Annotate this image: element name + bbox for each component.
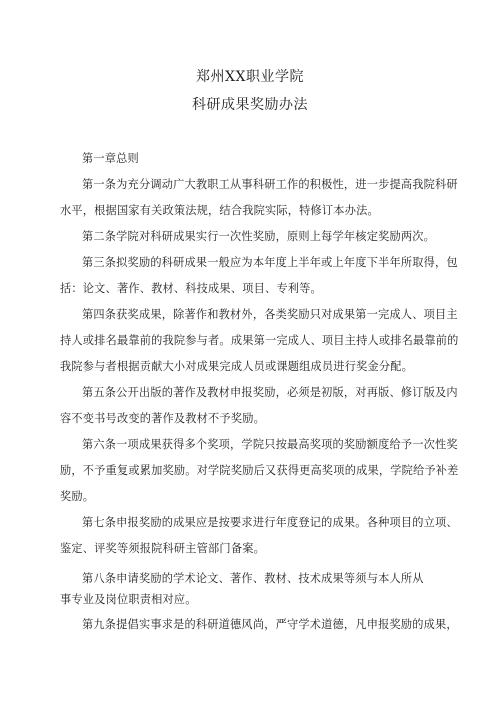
article-line: 容不变书号改变的著作及教材不予奖励。 — [60, 412, 265, 425]
article-line: 第七条申报奖励的成果应是按要求进行年度登记的成果。各种项目的立项、 — [82, 516, 458, 529]
article-1 — [60, 172, 458, 224]
document-subtitle: 科研成果奖励办法 — [192, 97, 308, 113]
article-line: 励，不予重复或累加奖励。对学院奖励后又获得更高奖项的成果，学院给予补差 — [60, 464, 459, 477]
article-line: 鉴定、评奖等须报院科研主管部门备案。 — [60, 542, 265, 555]
article-line: 事专业及岗位职责相对应。 — [60, 593, 197, 606]
article-line: 第四条获奖成果，除著作和教材外，各类奖励只对成果第一完成人、项目主 — [82, 308, 458, 321]
article-line: 第二条学院对科研成果实行一次性奖励，原则上每学年核定奖励两次。 — [82, 230, 436, 243]
article-line: 括：论文、著作、教材、科技成果、项目、专利等。 — [60, 282, 322, 295]
article-line: 第八条申请奖励的学术论文、著作、教材、技术成果等须与本人所从 — [82, 572, 424, 585]
article-9 — [60, 612, 458, 638]
article-3 — [60, 250, 458, 302]
article-line: 我院参与者根据贡献大小对成果完成人员或课题组成员进行奖金分配。 — [60, 360, 414, 373]
article-6 — [60, 432, 459, 510]
article-line: 第五条公开出版的著作及教材申报奖励，必须是初版，对再版、修订版及内 — [82, 386, 458, 399]
document-title: 郑州XX职业学院 — [196, 69, 304, 85]
chapter-heading — [60, 146, 448, 172]
article-line: 持人或排名最靠前的我院参与者。成果第一完成人、项目主持人或排名最靠前的 — [60, 334, 459, 347]
article-line: 第九条提倡实事求是的科研道德风尚，严守学术道德，凡申报奖励的成果， — [82, 618, 458, 631]
article-2 — [60, 224, 448, 250]
article-4 — [60, 302, 459, 380]
article-line: 第一条为充分调动广大教职工从事科研工作的积极性，进一步提高我院科研 — [82, 178, 458, 191]
article-5 — [60, 380, 458, 432]
article-line: 奖励。 — [60, 490, 95, 503]
article-line: 水平，根据国家有关政策法规，结合我院实际，特修订本办法。 — [60, 204, 379, 217]
article-line: 第六条一项成果获得多个奖项，学院只按最高奖项的奖励额度给予一次性奖 — [82, 438, 458, 451]
article-8 — [60, 566, 448, 608]
article-line: 第三条拟奖励的科研成果一般应为本年度上半年或上年度下半年所取得，包 — [82, 256, 458, 269]
article-7 — [60, 510, 458, 562]
chapter-heading-text: 第一章总则 — [82, 152, 139, 165]
